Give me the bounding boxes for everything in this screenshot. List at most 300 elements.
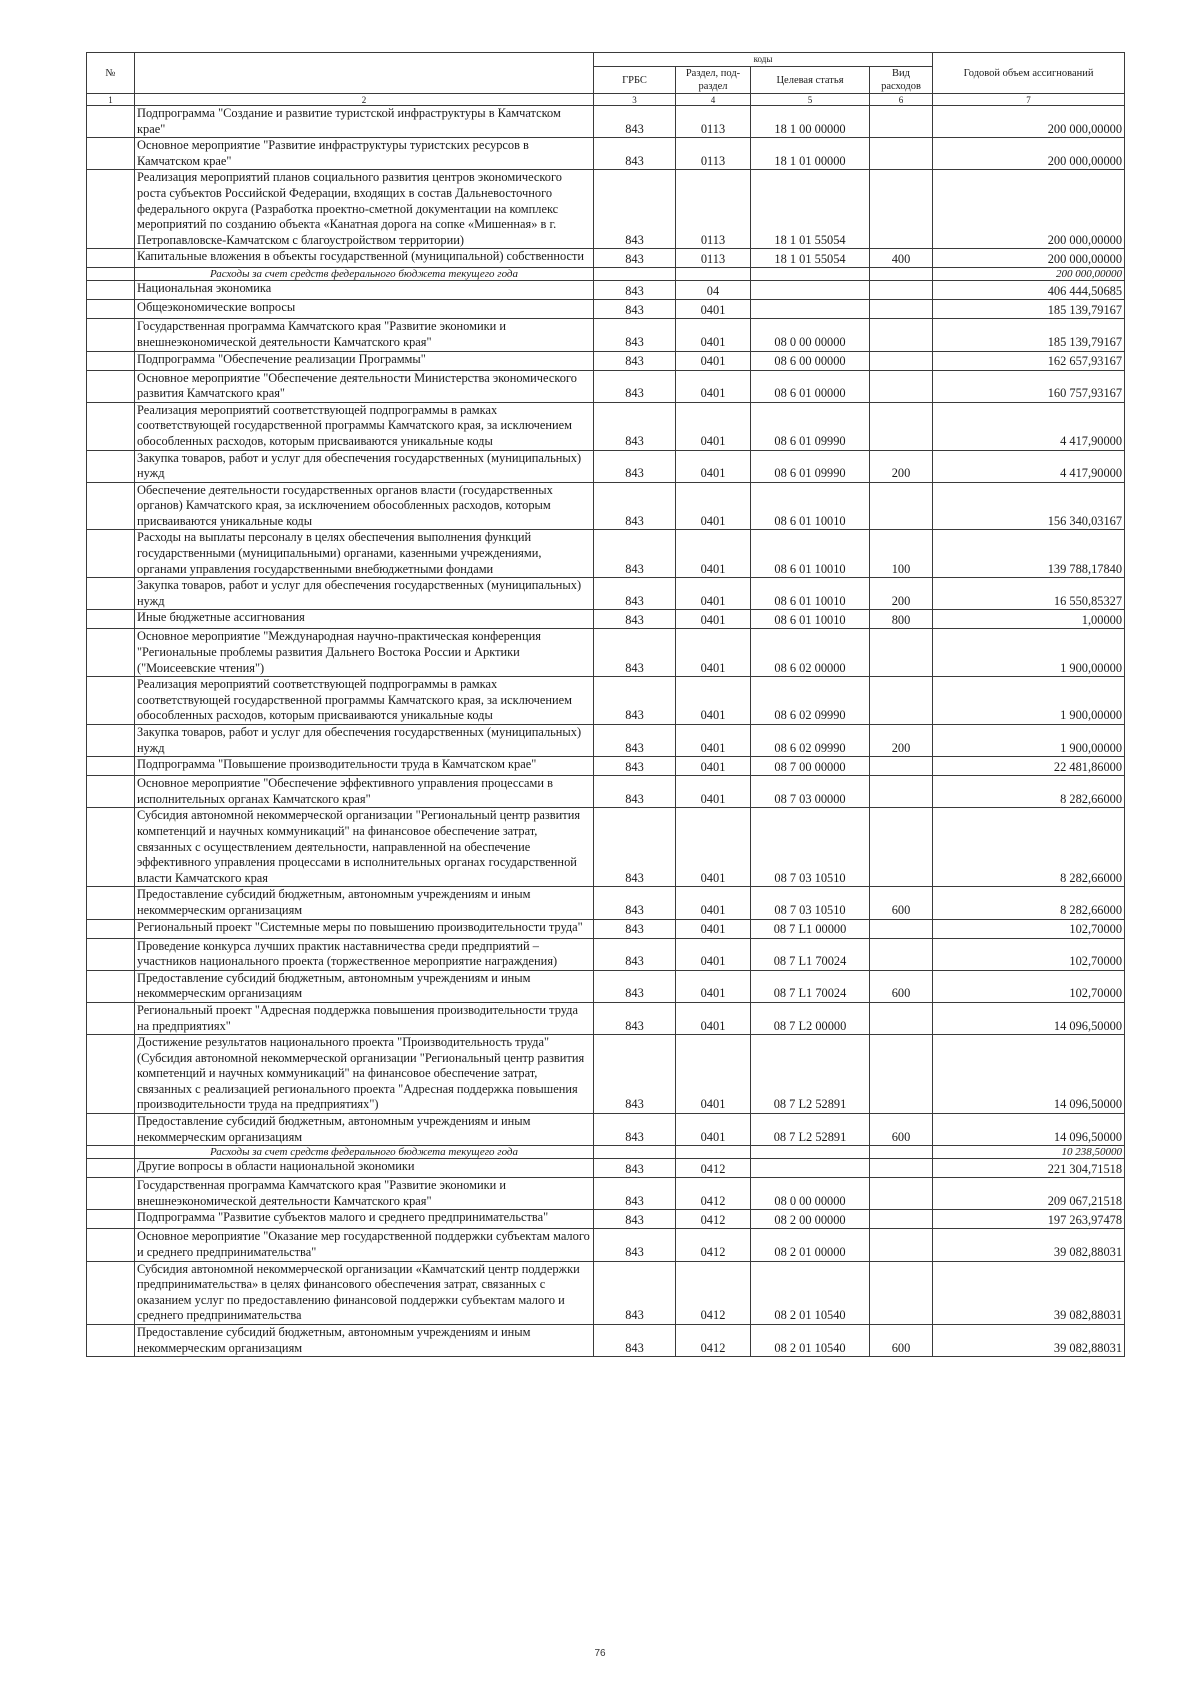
table-row <box>87 1178 1125 1210</box>
cell-target-article: 08 7 03 00000 <box>751 776 870 808</box>
cell-sum: 14 096,50000 <box>933 1002 1125 1034</box>
cell-target-article <box>751 1146 870 1159</box>
cell-expense-type: 200 <box>870 725 933 757</box>
cell-number <box>87 249 135 268</box>
cell-name: Субсидия автономной некоммерческой организации «Камчатский центр поддержки предпринимательства» в целях финансового обеспечения затрат, связанных с оказанием услуг по предоставлению финансовой поддержки субъектам малого и среднего предпринимательства <box>135 1261 594 1324</box>
cell-sum: 1 900,00000 <box>933 629 1125 677</box>
table-row <box>87 370 1125 402</box>
cell-number <box>87 919 135 938</box>
cell-sum: 16 550,85327 <box>933 578 1125 610</box>
budget-table <box>86 52 1125 1357</box>
table-body <box>87 106 1125 1357</box>
cell-name: Закупка товаров, работ и услуг для обеспечения государственных (муниципальных) нужд <box>135 450 594 482</box>
cell-target-article: 18 1 01 55054 <box>751 170 870 249</box>
table-row <box>87 1146 1125 1159</box>
cell-number <box>87 1114 135 1146</box>
cell-grbs: 843 <box>594 970 676 1002</box>
table-row <box>87 610 1125 629</box>
cell-grbs: 843 <box>594 757 676 776</box>
cell-section: 04 <box>676 281 751 300</box>
cell-number <box>87 629 135 677</box>
cell-sum: 8 282,66000 <box>933 808 1125 887</box>
cell-grbs: 843 <box>594 482 676 530</box>
cell-grbs: 843 <box>594 578 676 610</box>
cell-sum: 1 900,00000 <box>933 725 1125 757</box>
cell-expense-type <box>870 106 933 138</box>
cell-section: 0401 <box>676 319 751 351</box>
cell-number <box>87 578 135 610</box>
cell-target-article <box>751 268 870 281</box>
cell-name: Предоставление субсидий бюджетным, автономным учреждениям и иным некоммерческим организациям <box>135 1114 594 1146</box>
cell-section: 0401 <box>676 808 751 887</box>
cell-section: 0401 <box>676 919 751 938</box>
cell-number <box>87 106 135 138</box>
cell-sum: 185 139,79167 <box>933 319 1125 351</box>
cell-number <box>87 319 135 351</box>
col-num-4: 4 <box>676 94 751 106</box>
cell-name: Расходы за счет средств федерального бюджета текущего года <box>135 1146 594 1159</box>
cell-expense-type <box>870 138 933 170</box>
cell-sum: 200 000,00000 <box>933 106 1125 138</box>
cell-name: Расходы на выплаты персоналу в целях обеспечения выполнения функций государственными (муниципальными) органами, казенными учреждениями, органами управления государственными внебюджетными фондами <box>135 530 594 578</box>
cell-target-article: 08 7 03 10510 <box>751 808 870 887</box>
cell-expense-type <box>870 919 933 938</box>
cell-sum: 197 263,97478 <box>933 1210 1125 1229</box>
cell-expense-type: 600 <box>870 1325 933 1357</box>
cell-expense-type <box>870 1159 933 1178</box>
cell-number <box>87 268 135 281</box>
cell-grbs: 843 <box>594 1210 676 1229</box>
cell-target-article: 08 6 02 09990 <box>751 677 870 725</box>
cell-target-article <box>751 1159 870 1178</box>
cell-expense-type <box>870 482 933 530</box>
table-row <box>87 106 1125 138</box>
cell-expense-type: 100 <box>870 530 933 578</box>
col-num-7: 7 <box>933 94 1125 106</box>
column-number-row <box>87 94 1125 106</box>
cell-target-article: 08 0 00 00000 <box>751 1178 870 1210</box>
cell-name: Расходы за счет средств федерального бюджета текущего года <box>135 268 594 281</box>
cell-target-article: 08 7 L1 70024 <box>751 970 870 1002</box>
cell-section: 0401 <box>676 450 751 482</box>
cell-section: 0401 <box>676 970 751 1002</box>
cell-number <box>87 1178 135 1210</box>
cell-grbs: 843 <box>594 725 676 757</box>
cell-expense-type <box>870 370 933 402</box>
cell-target-article <box>751 300 870 319</box>
table-row <box>87 450 1125 482</box>
table-row <box>87 970 1125 1002</box>
table-row <box>87 938 1125 970</box>
cell-target-article: 08 7 L1 70024 <box>751 938 870 970</box>
cell-section: 0401 <box>676 776 751 808</box>
cell-expense-type: 400 <box>870 249 933 268</box>
cell-target-article: 08 6 01 09990 <box>751 450 870 482</box>
cell-section: 0401 <box>676 938 751 970</box>
cell-target-article: 08 6 01 00000 <box>751 370 870 402</box>
cell-section: 0401 <box>676 1114 751 1146</box>
cell-sum: 39 082,88031 <box>933 1229 1125 1261</box>
cell-grbs: 843 <box>594 776 676 808</box>
cell-grbs: 843 <box>594 170 676 249</box>
cell-target-article <box>751 281 870 300</box>
cell-number <box>87 776 135 808</box>
header-section: Раздел, под-раздел <box>676 67 751 94</box>
cell-sum: 8 282,66000 <box>933 776 1125 808</box>
cell-name: Реализация мероприятий планов социального развития центров экономического роста субъектов Российской Федерации, входящих в состав Дальневосточного федерального округа (Разработка проектно-сметной документации на комплекс мероприятий по созданию объекта «Канатная дорога на сопке «Мишенная» в г. Петропавловске-Камчатском с благоустройством территории) <box>135 170 594 249</box>
cell-sum: 14 096,50000 <box>933 1114 1125 1146</box>
cell-name: Предоставление субсидий бюджетным, автономным учреждениям и иным некоммерческим организациям <box>135 1325 594 1357</box>
table-row <box>87 677 1125 725</box>
cell-name: Капитальные вложения в объекты государственной (муниципальной) собственности <box>135 249 594 268</box>
cell-expense-type: 600 <box>870 887 933 919</box>
cell-target-article: 08 0 00 00000 <box>751 319 870 351</box>
table-row <box>87 776 1125 808</box>
cell-name: Реализация мероприятий соответствующей подпрограммы в рамках соответствующей государственной программы Камчатского края, за исключением обособленных расходов, которым присваиваются уникальные коды <box>135 677 594 725</box>
cell-number <box>87 1325 135 1357</box>
cell-sum: 221 304,71518 <box>933 1159 1125 1178</box>
cell-section: 0401 <box>676 725 751 757</box>
cell-grbs: 843 <box>594 1178 676 1210</box>
cell-sum: 4 417,90000 <box>933 402 1125 450</box>
cell-grbs: 843 <box>594 138 676 170</box>
cell-name: Основное мероприятие "Международная научно-практическая конференция "Региональные проблемы развития Дальнего Востока России и Арктики ("Моисеевские чтения") <box>135 629 594 677</box>
cell-target-article: 08 7 L2 00000 <box>751 1002 870 1034</box>
cell-expense-type <box>870 1035 933 1114</box>
cell-expense-type: 200 <box>870 450 933 482</box>
cell-sum: 102,70000 <box>933 938 1125 970</box>
cell-number <box>87 281 135 300</box>
cell-grbs: 843 <box>594 370 676 402</box>
cell-target-article: 08 2 01 10540 <box>751 1261 870 1324</box>
cell-number <box>87 1159 135 1178</box>
cell-section: 0401 <box>676 530 751 578</box>
cell-target-article: 08 7 L2 52891 <box>751 1035 870 1114</box>
cell-section: 0401 <box>676 677 751 725</box>
cell-expense-type <box>870 1261 933 1324</box>
cell-section: 0113 <box>676 138 751 170</box>
cell-grbs: 843 <box>594 300 676 319</box>
cell-expense-type: 800 <box>870 610 933 629</box>
col-num-2: 2 <box>135 94 594 106</box>
cell-name: Основное мероприятие "Оказание мер государственной поддержки субъектам малого и среднего предпринимательства" <box>135 1229 594 1261</box>
cell-name: Региональный проект "Адресная поддержка повышения производительности труда на предприятиях" <box>135 1002 594 1034</box>
cell-sum: 406 444,50685 <box>933 281 1125 300</box>
cell-name: Подпрограмма "Обеспечение реализации Программы" <box>135 351 594 370</box>
cell-target-article: 08 6 02 09990 <box>751 725 870 757</box>
cell-expense-type <box>870 281 933 300</box>
table-row <box>87 482 1125 530</box>
cell-sum: 160 757,93167 <box>933 370 1125 402</box>
cell-target-article: 18 1 01 00000 <box>751 138 870 170</box>
cell-sum: 209 067,21518 <box>933 1178 1125 1210</box>
cell-section: 0401 <box>676 370 751 402</box>
budget-table-sheet <box>86 52 1124 1357</box>
table-row <box>87 319 1125 351</box>
cell-name: Подпрограмма "Создание и развитие туристской инфраструктуры в Камчатском крае" <box>135 106 594 138</box>
cell-number <box>87 450 135 482</box>
cell-target-article: 08 6 01 10010 <box>751 578 870 610</box>
cell-section: 0401 <box>676 610 751 629</box>
col-num-3: 3 <box>594 94 676 106</box>
table-row <box>87 1210 1125 1229</box>
cell-name: Основное мероприятие "Развитие инфраструктуры туристских ресурсов в Камчатском крае" <box>135 138 594 170</box>
cell-number <box>87 1002 135 1034</box>
cell-target-article: 08 2 00 00000 <box>751 1210 870 1229</box>
cell-grbs: 843 <box>594 402 676 450</box>
table-row <box>87 1114 1125 1146</box>
cell-section: 0401 <box>676 629 751 677</box>
cell-number <box>87 138 135 170</box>
cell-number <box>87 970 135 1002</box>
cell-sum: 185 139,79167 <box>933 300 1125 319</box>
cell-expense-type <box>870 776 933 808</box>
table-row <box>87 578 1125 610</box>
cell-number <box>87 887 135 919</box>
cell-section: 0401 <box>676 482 751 530</box>
cell-name: Проведение конкурса лучших практик наставничества среди предприятий – участников национального проекта (торжественное мероприятие награждения) <box>135 938 594 970</box>
cell-expense-type <box>870 319 933 351</box>
cell-target-article: 08 7 L2 52891 <box>751 1114 870 1146</box>
cell-grbs: 843 <box>594 677 676 725</box>
cell-number <box>87 938 135 970</box>
page-number: 76 <box>594 1648 606 1659</box>
cell-section: 0113 <box>676 170 751 249</box>
cell-grbs: 843 <box>594 450 676 482</box>
cell-grbs: 843 <box>594 530 676 578</box>
table-row <box>87 300 1125 319</box>
cell-section: 0412 <box>676 1210 751 1229</box>
cell-grbs: 843 <box>594 281 676 300</box>
table-row <box>87 919 1125 938</box>
cell-sum: 200 000,00000 <box>933 268 1125 281</box>
col-num-6: 6 <box>870 94 933 106</box>
cell-name: Обеспечение деятельности государственных органов власти (государственных органов) Камчатского края, за исключением обособленных расходов, которым присваиваются уникальные коды <box>135 482 594 530</box>
cell-sum: 200 000,00000 <box>933 249 1125 268</box>
cell-sum: 200 000,00000 <box>933 170 1125 249</box>
cell-grbs <box>594 1146 676 1159</box>
cell-number <box>87 402 135 450</box>
cell-section: 0412 <box>676 1159 751 1178</box>
cell-expense-type <box>870 677 933 725</box>
cell-grbs: 843 <box>594 938 676 970</box>
cell-number <box>87 482 135 530</box>
cell-name: Основное мероприятие "Обеспечение деятельности Министерства экономического развития Камчатского края" <box>135 370 594 402</box>
cell-section: 0401 <box>676 578 751 610</box>
cell-name: Предоставление субсидий бюджетным, автономным учреждениям и иным некоммерческим организациям <box>135 970 594 1002</box>
cell-sum: 102,70000 <box>933 970 1125 1002</box>
cell-section: 0412 <box>676 1178 751 1210</box>
cell-name: Государственная программа Камчатского края "Развитие экономики и внешнеэкономической деятельности Камчатского края" <box>135 1178 594 1210</box>
cell-target-article: 08 7 00 00000 <box>751 757 870 776</box>
header-target-article: Целевая статья <box>751 67 870 94</box>
cell-grbs: 843 <box>594 629 676 677</box>
header-annual-volume: Годовой объем ассигнований <box>933 53 1125 94</box>
header-name <box>135 53 594 94</box>
cell-expense-type <box>870 1229 933 1261</box>
cell-grbs: 843 <box>594 1002 676 1034</box>
cell-number <box>87 1261 135 1324</box>
cell-expense-type <box>870 402 933 450</box>
table-row <box>87 530 1125 578</box>
cell-grbs: 843 <box>594 319 676 351</box>
cell-grbs: 843 <box>594 919 676 938</box>
cell-section: 0401 <box>676 300 751 319</box>
cell-name: Национальная экономика <box>135 281 594 300</box>
col-num-1: 1 <box>87 94 135 106</box>
cell-target-article: 08 7 03 10510 <box>751 887 870 919</box>
cell-sum: 102,70000 <box>933 919 1125 938</box>
header-expense-type: Вид расходов <box>870 67 933 94</box>
cell-expense-type: 200 <box>870 578 933 610</box>
cell-grbs: 843 <box>594 1261 676 1324</box>
cell-section: 0113 <box>676 106 751 138</box>
cell-target-article: 08 2 01 10540 <box>751 1325 870 1357</box>
cell-expense-type <box>870 757 933 776</box>
cell-name: Основное мероприятие "Обеспечение эффективного управления процессами в исполнительных органах Камчатского края" <box>135 776 594 808</box>
cell-sum: 39 082,88031 <box>933 1261 1125 1324</box>
cell-sum: 200 000,00000 <box>933 138 1125 170</box>
cell-number <box>87 1035 135 1114</box>
cell-target-article: 08 6 01 09990 <box>751 402 870 450</box>
cell-number <box>87 530 135 578</box>
cell-expense-type <box>870 170 933 249</box>
cell-section: 0401 <box>676 887 751 919</box>
cell-sum: 39 082,88031 <box>933 1325 1125 1357</box>
table-row <box>87 1159 1125 1178</box>
cell-grbs: 843 <box>594 887 676 919</box>
table-row <box>87 1229 1125 1261</box>
cell-grbs: 843 <box>594 1114 676 1146</box>
cell-name: Иные бюджетные ассигнования <box>135 610 594 629</box>
table-row <box>87 1002 1125 1034</box>
table-row <box>87 268 1125 281</box>
cell-number <box>87 370 135 402</box>
cell-grbs: 843 <box>594 808 676 887</box>
cell-sum: 22 481,86000 <box>933 757 1125 776</box>
cell-sum: 162 657,93167 <box>933 351 1125 370</box>
table-row <box>87 402 1125 450</box>
cell-sum: 1,00000 <box>933 610 1125 629</box>
table-row <box>87 281 1125 300</box>
table-row <box>87 351 1125 370</box>
table-row <box>87 808 1125 887</box>
cell-target-article: 08 7 L1 00000 <box>751 919 870 938</box>
cell-section <box>676 1146 751 1159</box>
cell-sum: 10 238,50000 <box>933 1146 1125 1159</box>
cell-expense-type: 600 <box>870 970 933 1002</box>
cell-name: Предоставление субсидий бюджетным, автономным учреждениям и иным некоммерческим организациям <box>135 887 594 919</box>
cell-section: 0401 <box>676 757 751 776</box>
cell-sum: 1 900,00000 <box>933 677 1125 725</box>
cell-section: 0412 <box>676 1229 751 1261</box>
cell-grbs: 843 <box>594 1035 676 1114</box>
cell-grbs: 843 <box>594 1159 676 1178</box>
cell-section: 0401 <box>676 1002 751 1034</box>
cell-number <box>87 1229 135 1261</box>
table-row <box>87 725 1125 757</box>
cell-number <box>87 1146 135 1159</box>
cell-grbs: 843 <box>594 610 676 629</box>
cell-sum: 14 096,50000 <box>933 1035 1125 1114</box>
cell-target-article: 08 6 02 00000 <box>751 629 870 677</box>
table-row <box>87 138 1125 170</box>
header-grbs: ГРБС <box>594 67 676 94</box>
cell-section: 0401 <box>676 402 751 450</box>
cell-section: 0113 <box>676 249 751 268</box>
cell-number <box>87 300 135 319</box>
cell-sum: 4 417,90000 <box>933 450 1125 482</box>
cell-section: 0412 <box>676 1261 751 1324</box>
table-row <box>87 757 1125 776</box>
cell-section: 0401 <box>676 1035 751 1114</box>
cell-expense-type <box>870 1002 933 1034</box>
cell-name: Закупка товаров, работ и услуг для обеспечения государственных (муниципальных) нужд <box>135 725 594 757</box>
col-num-5: 5 <box>751 94 870 106</box>
cell-number <box>87 170 135 249</box>
cell-expense-type <box>870 1210 933 1229</box>
cell-grbs: 843 <box>594 1229 676 1261</box>
table-row <box>87 170 1125 249</box>
cell-expense-type <box>870 351 933 370</box>
cell-number <box>87 757 135 776</box>
cell-target-article: 08 6 01 10010 <box>751 482 870 530</box>
cell-number <box>87 677 135 725</box>
cell-name: Субсидия автономной некоммерческой организации "Региональный центр развития компетенций и научных коммуникаций" на финансовое обеспечение затрат, связанных с осуществлением деятельности, направленной на обеспечение эффективного управления процессами в исполнительных органах государственной власти Камчатского края <box>135 808 594 887</box>
table-row <box>87 629 1125 677</box>
cell-grbs: 843 <box>594 106 676 138</box>
cell-target-article: 08 2 01 00000 <box>751 1229 870 1261</box>
cell-target-article: 08 6 00 00000 <box>751 351 870 370</box>
cell-expense-type <box>870 938 933 970</box>
cell-sum: 8 282,66000 <box>933 887 1125 919</box>
cell-section <box>676 268 751 281</box>
cell-section: 0401 <box>676 351 751 370</box>
cell-expense-type <box>870 629 933 677</box>
cell-name: Реализация мероприятий соответствующей подпрограммы в рамках соответствующей государственной программы Камчатского края, за исключением обособленных расходов, которым присваиваются уникальные коды <box>135 402 594 450</box>
table-header <box>87 53 1125 106</box>
table-row <box>87 1325 1125 1357</box>
cell-expense-type <box>870 1146 933 1159</box>
cell-name: Государственная программа Камчатского края "Развитие экономики и внешнеэкономической деятельности Камчатского края" <box>135 319 594 351</box>
table-row <box>87 249 1125 268</box>
cell-target-article: 18 1 00 00000 <box>751 106 870 138</box>
cell-name: Региональный проект "Системные меры по повышению производительности труда" <box>135 919 594 938</box>
cell-expense-type <box>870 268 933 281</box>
cell-expense-type <box>870 1178 933 1210</box>
cell-number <box>87 351 135 370</box>
cell-name: Другие вопросы в области национальной экономики <box>135 1159 594 1178</box>
cell-sum: 156 340,03167 <box>933 482 1125 530</box>
cell-name: Достижение результатов национального проекта "Производительность труда" (Субсидия автономной некоммерческой организации "Региональный центр развития компетенций и научных коммуникаций" на финансовое обеспечение затрат, связанных с реализацией регионального проекта "Адресная поддержка повышения производительности труда на предприятиях") <box>135 1035 594 1114</box>
cell-grbs: 843 <box>594 249 676 268</box>
cell-name: Подпрограмма "Повышение производительности труда в Камчатском крае" <box>135 757 594 776</box>
cell-grbs <box>594 268 676 281</box>
header-codes: коды <box>594 53 933 67</box>
cell-expense-type <box>870 300 933 319</box>
cell-target-article: 08 6 01 10010 <box>751 610 870 629</box>
cell-number <box>87 808 135 887</box>
cell-grbs: 843 <box>594 351 676 370</box>
cell-number <box>87 1210 135 1229</box>
cell-target-article: 08 6 01 10010 <box>751 530 870 578</box>
cell-target-article: 18 1 01 55054 <box>751 249 870 268</box>
cell-grbs: 843 <box>594 1325 676 1357</box>
cell-name: Подпрограмма "Развитие субъектов малого и среднего предпринимательства" <box>135 1210 594 1229</box>
cell-section: 0412 <box>676 1325 751 1357</box>
table-row <box>87 1261 1125 1324</box>
cell-name: Закупка товаров, работ и услуг для обеспечения государственных (муниципальных) нужд <box>135 578 594 610</box>
